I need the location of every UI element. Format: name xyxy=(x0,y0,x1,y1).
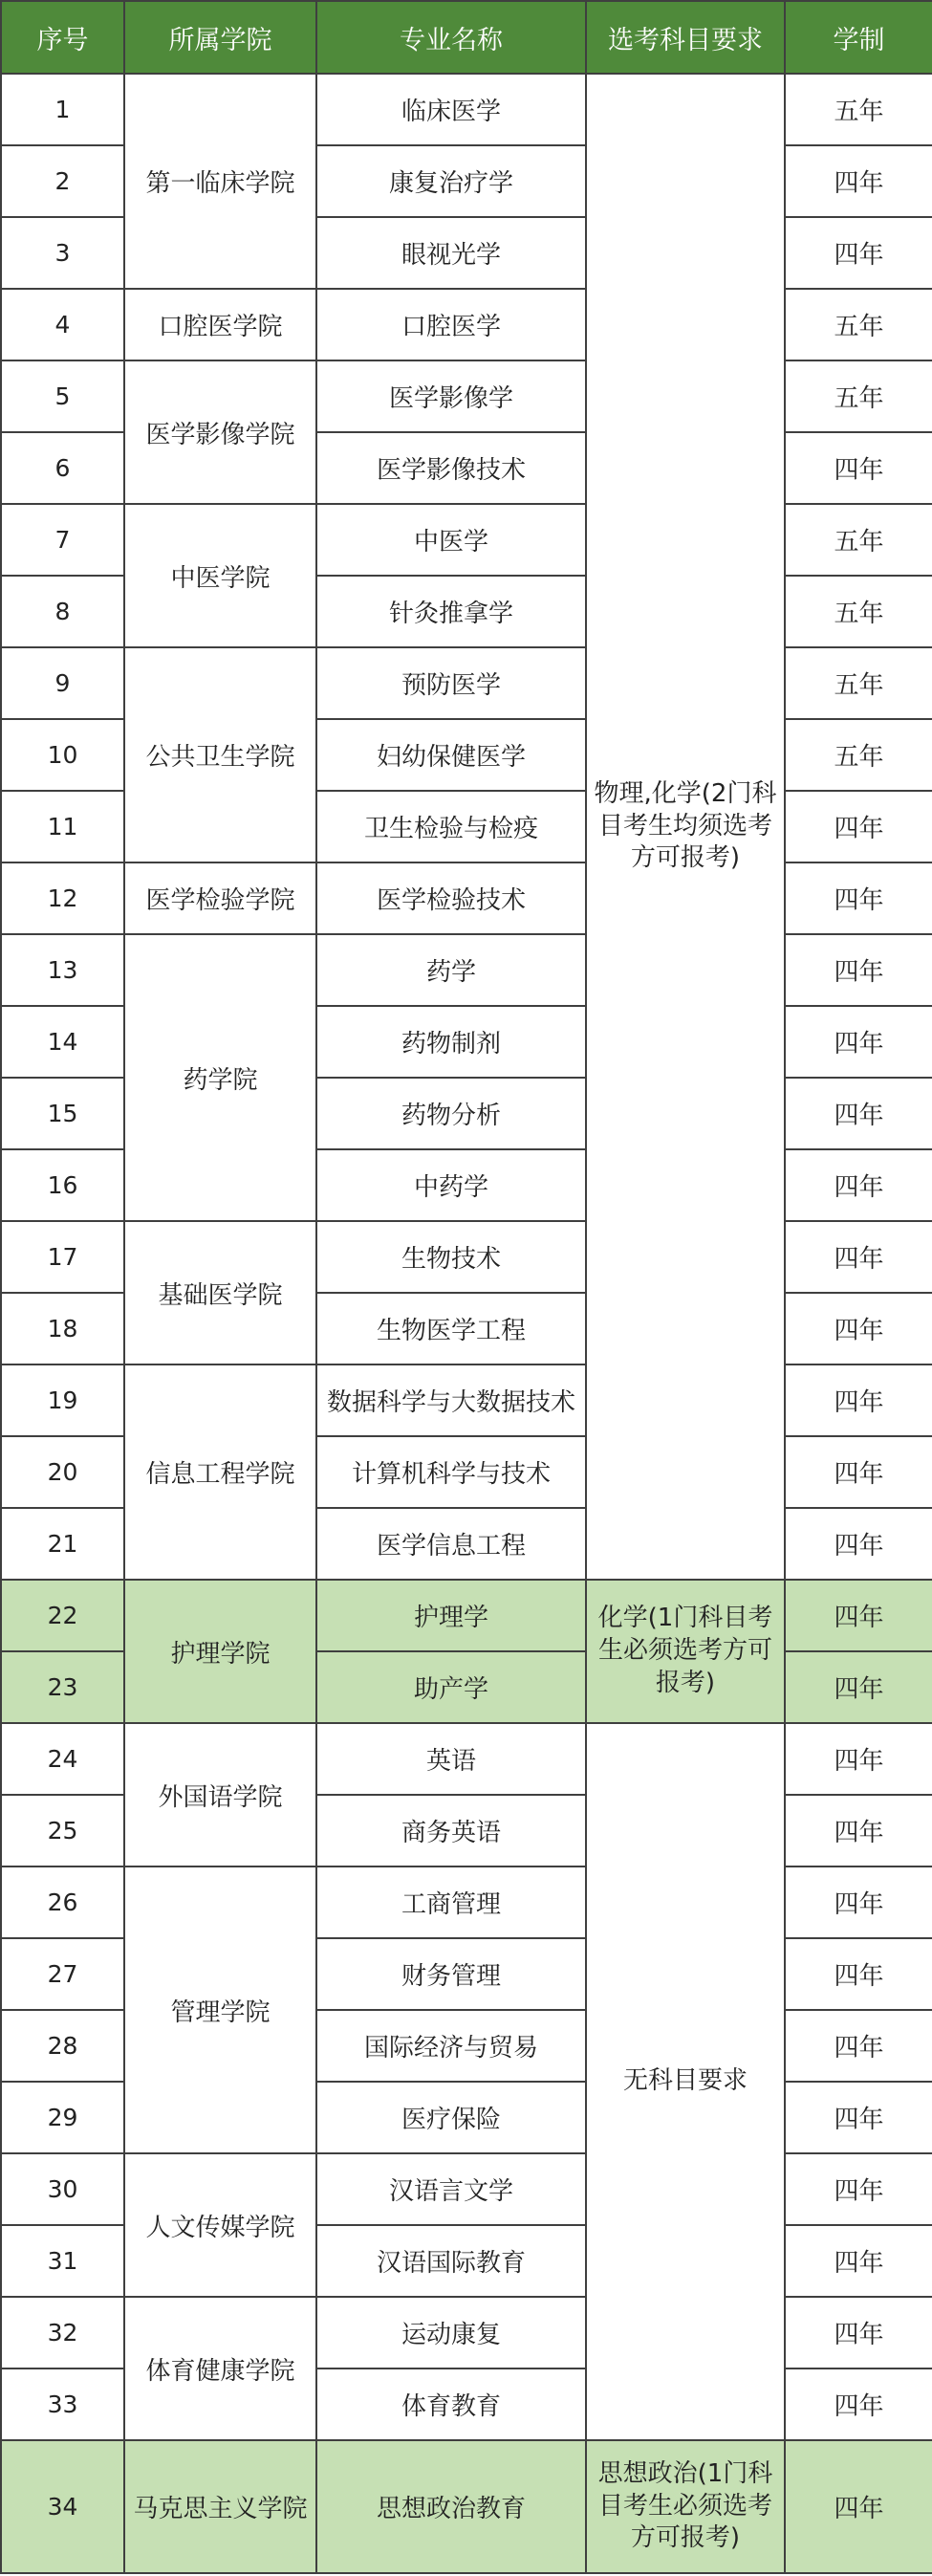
major-cell: 医学影像学 xyxy=(316,360,586,432)
major-cell: 国际经济与贸易 xyxy=(316,2010,586,2082)
duration-cell: 四年 xyxy=(785,1006,932,1078)
row-index: 6 xyxy=(1,432,124,504)
requirement-cell: 物理,化学(2门科目考生均须选考方可报考) xyxy=(586,74,785,1580)
college-cell: 基础医学院 xyxy=(124,1221,316,1364)
row-index: 7 xyxy=(1,504,124,576)
duration-cell: 四年 xyxy=(785,2297,932,2369)
row-index: 17 xyxy=(1,1221,124,1293)
college-cell: 护理学院 xyxy=(124,1580,316,1723)
row-index: 19 xyxy=(1,1364,124,1436)
row-index: 28 xyxy=(1,2010,124,2082)
major-cell: 医学检验技术 xyxy=(316,862,586,934)
table-row xyxy=(1,1723,932,1795)
row-index: 1 xyxy=(1,74,124,145)
major-cell: 口腔医学 xyxy=(316,289,586,360)
row-index: 8 xyxy=(1,576,124,647)
duration-cell: 五年 xyxy=(785,647,932,719)
row-index: 13 xyxy=(1,934,124,1006)
major-cell: 预防医学 xyxy=(316,647,586,719)
major-cell: 运动康复 xyxy=(316,2297,586,2369)
table-row xyxy=(1,1364,932,1436)
duration-cell: 四年 xyxy=(785,1078,932,1149)
table-row xyxy=(1,1580,932,1651)
major-cell: 康复治疗学 xyxy=(316,145,586,217)
row-index: 27 xyxy=(1,1938,124,2010)
table-row xyxy=(1,360,932,432)
college-cell: 口腔医学院 xyxy=(124,289,316,360)
row-index: 10 xyxy=(1,719,124,791)
major-cell: 汉语言文学 xyxy=(316,2153,586,2225)
duration-cell: 四年 xyxy=(785,791,932,862)
duration-cell: 四年 xyxy=(785,2010,932,2082)
duration-cell: 四年 xyxy=(785,862,932,934)
college-cell: 公共卫生学院 xyxy=(124,647,316,862)
table-row xyxy=(1,2153,932,2225)
major-cell: 医疗保险 xyxy=(316,2082,586,2153)
requirement-cell: 化学(1门科目考生必须选考方可报考) xyxy=(586,1580,785,1723)
major-cell: 英语 xyxy=(316,1723,586,1795)
duration-cell: 四年 xyxy=(785,1436,932,1508)
duration-cell: 四年 xyxy=(785,1795,932,1867)
row-index: 23 xyxy=(1,1651,124,1723)
table-row xyxy=(1,934,932,1006)
row-index: 9 xyxy=(1,647,124,719)
major-cell: 工商管理 xyxy=(316,1867,586,1938)
row-index: 30 xyxy=(1,2153,124,2225)
duration-cell: 四年 xyxy=(785,1580,932,1651)
major-cell: 药物分析 xyxy=(316,1078,586,1149)
header-index: 序号 xyxy=(1,1,124,74)
row-index: 20 xyxy=(1,1436,124,1508)
row-index: 16 xyxy=(1,1149,124,1221)
table-row xyxy=(1,647,932,719)
college-cell: 医学影像学院 xyxy=(124,360,316,504)
header-row xyxy=(1,1,932,74)
row-index: 34 xyxy=(1,2440,124,2573)
duration-cell: 五年 xyxy=(785,360,932,432)
row-index: 18 xyxy=(1,1293,124,1364)
major-cell: 商务英语 xyxy=(316,1795,586,1867)
header-duration: 学制 xyxy=(785,1,932,74)
table-row xyxy=(1,1867,932,1938)
duration-cell: 四年 xyxy=(785,2153,932,2225)
header-college: 所属学院 xyxy=(124,1,316,74)
row-index: 33 xyxy=(1,2369,124,2440)
table-row xyxy=(1,504,932,576)
duration-cell: 五年 xyxy=(785,576,932,647)
table-row xyxy=(1,74,932,145)
college-cell: 中医学院 xyxy=(124,504,316,647)
college-cell: 马克思主义学院 xyxy=(124,2440,316,2573)
requirement-cell: 无科目要求 xyxy=(586,1723,785,2440)
major-cell: 护理学 xyxy=(316,1580,586,1651)
table-row xyxy=(1,2440,932,2573)
duration-cell: 四年 xyxy=(785,1149,932,1221)
duration-cell: 四年 xyxy=(785,2369,932,2440)
major-cell: 计算机科学与技术 xyxy=(316,1436,586,1508)
college-cell: 外国语学院 xyxy=(124,1723,316,1867)
header-major: 专业名称 xyxy=(316,1,586,74)
college-cell: 第一临床学院 xyxy=(124,74,316,289)
duration-cell: 四年 xyxy=(785,2225,932,2297)
row-index: 15 xyxy=(1,1078,124,1149)
major-cell: 临床医学 xyxy=(316,74,586,145)
row-index: 12 xyxy=(1,862,124,934)
major-cell: 医学影像技术 xyxy=(316,432,586,504)
table-row xyxy=(1,1221,932,1293)
duration-cell: 五年 xyxy=(785,719,932,791)
row-index: 21 xyxy=(1,1508,124,1580)
duration-cell: 四年 xyxy=(785,1508,932,1580)
header-requirement: 选考科目要求 xyxy=(586,1,785,74)
table-row xyxy=(1,2297,932,2369)
duration-cell: 五年 xyxy=(785,289,932,360)
college-cell: 人文传媒学院 xyxy=(124,2153,316,2297)
row-index: 11 xyxy=(1,791,124,862)
row-index: 24 xyxy=(1,1723,124,1795)
row-index: 29 xyxy=(1,2082,124,2153)
major-cell: 医学信息工程 xyxy=(316,1508,586,1580)
row-index: 3 xyxy=(1,217,124,289)
duration-cell: 四年 xyxy=(785,2082,932,2153)
duration-cell: 四年 xyxy=(785,432,932,504)
major-cell: 药物制剂 xyxy=(316,1006,586,1078)
row-index: 5 xyxy=(1,360,124,432)
major-cell: 卫生检验与检疫 xyxy=(316,791,586,862)
duration-cell: 四年 xyxy=(785,1293,932,1364)
row-index: 26 xyxy=(1,1867,124,1938)
row-index: 31 xyxy=(1,2225,124,2297)
major-cell: 中医学 xyxy=(316,504,586,576)
college-cell: 医学检验学院 xyxy=(124,862,316,934)
duration-cell: 四年 xyxy=(785,1723,932,1795)
major-cell: 思想政治教育 xyxy=(316,2440,586,2573)
major-cell: 助产学 xyxy=(316,1651,586,1723)
duration-cell: 五年 xyxy=(785,504,932,576)
table-row xyxy=(1,862,932,934)
row-index: 32 xyxy=(1,2297,124,2369)
major-cell: 针灸推拿学 xyxy=(316,576,586,647)
major-cell: 生物技术 xyxy=(316,1221,586,1293)
major-cell: 汉语国际教育 xyxy=(316,2225,586,2297)
major-cell: 生物医学工程 xyxy=(316,1293,586,1364)
requirement-cell: 思想政治(1门科目考生必须选考方可报考) xyxy=(586,2440,785,2573)
row-index: 22 xyxy=(1,1580,124,1651)
college-cell: 信息工程学院 xyxy=(124,1364,316,1580)
major-cell: 中药学 xyxy=(316,1149,586,1221)
duration-cell: 四年 xyxy=(785,2440,932,2573)
major-cell: 药学 xyxy=(316,934,586,1006)
duration-cell: 五年 xyxy=(785,74,932,145)
duration-cell: 四年 xyxy=(785,1221,932,1293)
major-cell: 眼视光学 xyxy=(316,217,586,289)
table-row xyxy=(1,289,932,360)
row-index: 4 xyxy=(1,289,124,360)
duration-cell: 四年 xyxy=(785,145,932,217)
college-cell: 药学院 xyxy=(124,934,316,1221)
major-cell: 妇幼保健医学 xyxy=(316,719,586,791)
college-cell: 管理学院 xyxy=(124,1867,316,2153)
row-index: 2 xyxy=(1,145,124,217)
duration-cell: 四年 xyxy=(785,217,932,289)
major-cell: 数据科学与大数据技术 xyxy=(316,1364,586,1436)
college-cell: 体育健康学院 xyxy=(124,2297,316,2440)
major-cell: 财务管理 xyxy=(316,1938,586,2010)
duration-cell: 四年 xyxy=(785,934,932,1006)
row-index: 25 xyxy=(1,1795,124,1867)
duration-cell: 四年 xyxy=(785,1364,932,1436)
duration-cell: 四年 xyxy=(785,1938,932,2010)
major-cell: 体育教育 xyxy=(316,2369,586,2440)
duration-cell: 四年 xyxy=(785,1651,932,1723)
row-index: 14 xyxy=(1,1006,124,1078)
duration-cell: 四年 xyxy=(785,1867,932,1938)
